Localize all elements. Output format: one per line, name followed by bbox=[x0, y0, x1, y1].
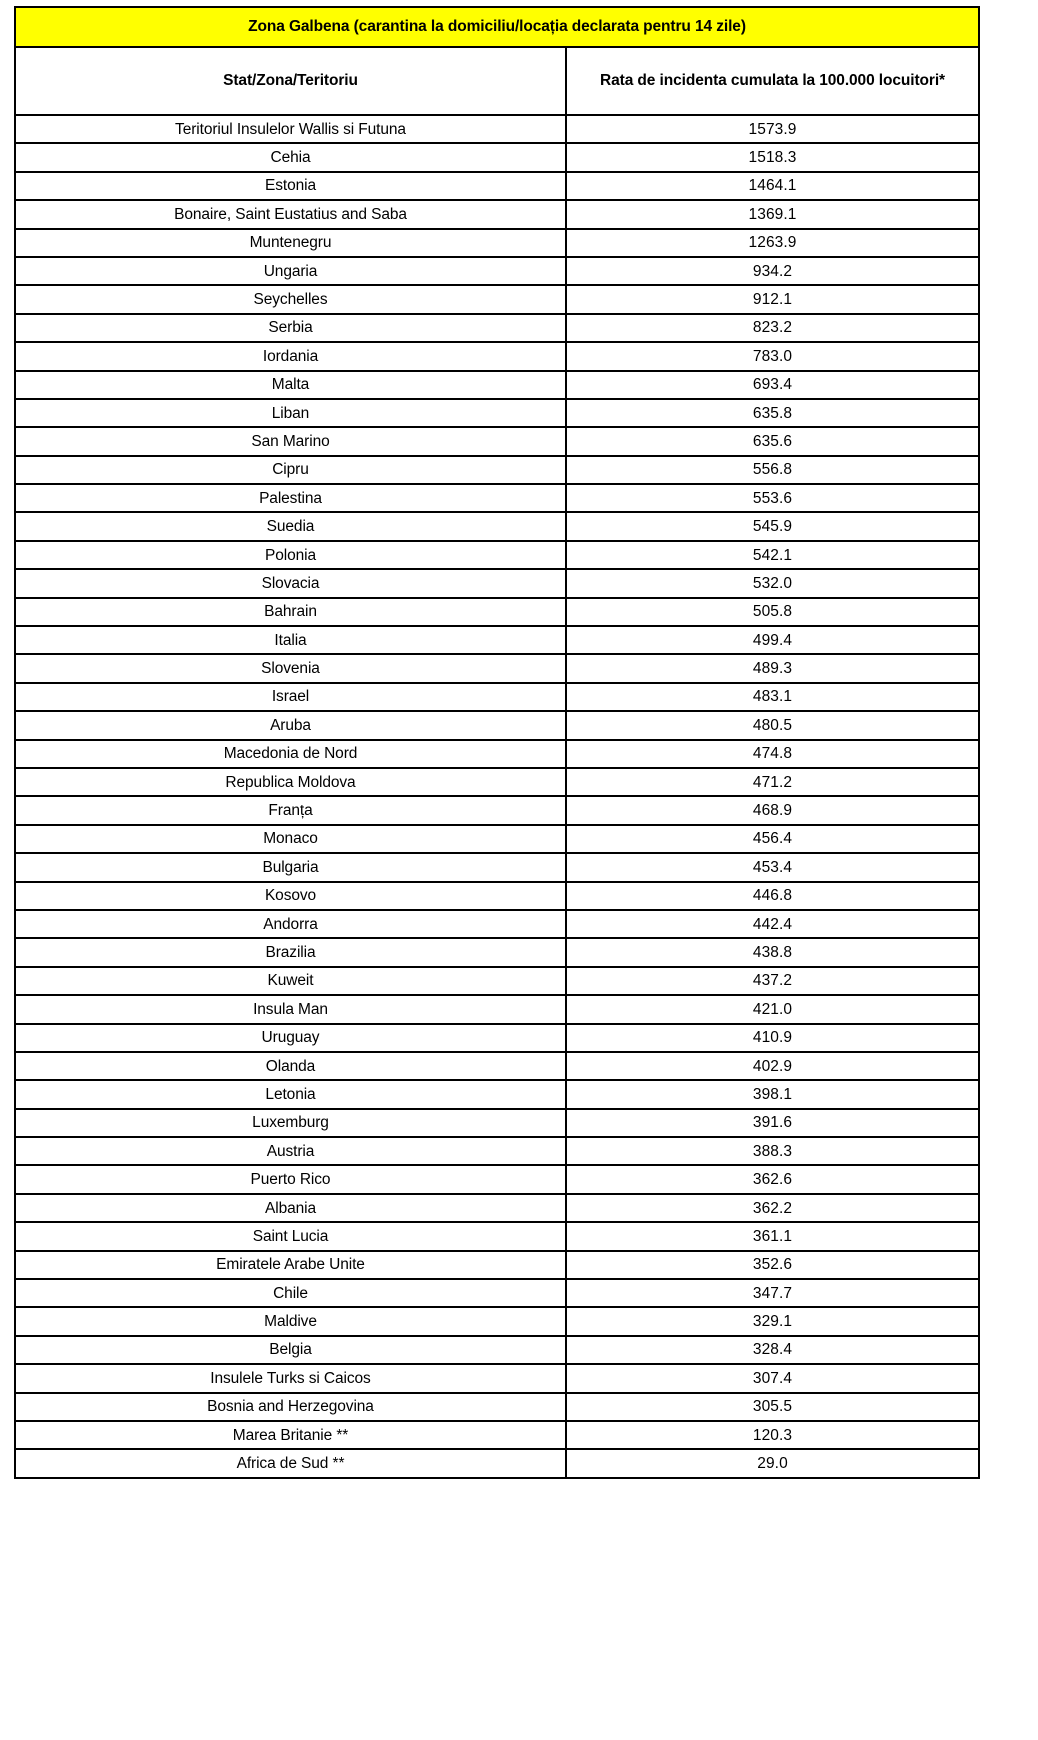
row-incidence-value: 1518.3 bbox=[566, 143, 979, 171]
table-row bbox=[15, 1137, 979, 1165]
row-territory-name: Cipru bbox=[15, 456, 566, 484]
table-row bbox=[15, 1251, 979, 1279]
row-territory-name: Monaco bbox=[15, 825, 566, 853]
table-row bbox=[15, 456, 979, 484]
row-territory-name: Polonia bbox=[15, 541, 566, 569]
row-territory-name: Italia bbox=[15, 626, 566, 654]
row-incidence-value: 421.0 bbox=[566, 995, 979, 1023]
row-incidence-value: 505.8 bbox=[566, 598, 979, 626]
table-row bbox=[15, 541, 979, 569]
row-territory-name: Teritoriul Insulelor Wallis si Futuna bbox=[15, 115, 566, 143]
row-incidence-value: 532.0 bbox=[566, 569, 979, 597]
row-incidence-value: 468.9 bbox=[566, 796, 979, 824]
row-incidence-value: 553.6 bbox=[566, 484, 979, 512]
table-row bbox=[15, 683, 979, 711]
table-row bbox=[15, 910, 979, 938]
table-row bbox=[15, 1421, 979, 1449]
row-incidence-value: 635.6 bbox=[566, 427, 979, 455]
table-header-row bbox=[15, 47, 979, 115]
row-territory-name: San Marino bbox=[15, 427, 566, 455]
table-row bbox=[15, 427, 979, 455]
row-incidence-value: 388.3 bbox=[566, 1137, 979, 1165]
row-incidence-value: 438.8 bbox=[566, 938, 979, 966]
yellow-zone-table bbox=[14, 6, 980, 1479]
row-territory-name: Saint Lucia bbox=[15, 1222, 566, 1250]
table-row bbox=[15, 938, 979, 966]
table-row bbox=[15, 1024, 979, 1052]
table-row bbox=[15, 711, 979, 739]
table-row bbox=[15, 143, 979, 171]
row-territory-name: Macedonia de Nord bbox=[15, 740, 566, 768]
row-territory-name: Aruba bbox=[15, 711, 566, 739]
row-territory-name: Andorra bbox=[15, 910, 566, 938]
row-territory-name: Belgia bbox=[15, 1336, 566, 1364]
row-territory-name: Letonia bbox=[15, 1080, 566, 1108]
table-row bbox=[15, 825, 979, 853]
row-territory-name: Insulele Turks si Caicos bbox=[15, 1364, 566, 1392]
table-row bbox=[15, 1194, 979, 1222]
row-territory-name: Serbia bbox=[15, 314, 566, 342]
table-body bbox=[15, 7, 979, 1478]
row-incidence-value: 1464.1 bbox=[566, 172, 979, 200]
table-row bbox=[15, 853, 979, 881]
row-incidence-value: 442.4 bbox=[566, 910, 979, 938]
table-row bbox=[15, 740, 979, 768]
row-territory-name: Muntenegru bbox=[15, 229, 566, 257]
row-incidence-value: 362.2 bbox=[566, 1194, 979, 1222]
table-row bbox=[15, 1364, 979, 1392]
row-incidence-value: 437.2 bbox=[566, 967, 979, 995]
row-territory-name: Estonia bbox=[15, 172, 566, 200]
row-incidence-value: 446.8 bbox=[566, 882, 979, 910]
row-territory-name: Slovacia bbox=[15, 569, 566, 597]
table-banner-row bbox=[15, 7, 979, 47]
row-incidence-value: 305.5 bbox=[566, 1393, 979, 1421]
row-territory-name: Suedia bbox=[15, 512, 566, 540]
row-territory-name: Franța bbox=[15, 796, 566, 824]
table-row bbox=[15, 172, 979, 200]
row-incidence-value: 823.2 bbox=[566, 314, 979, 342]
row-territory-name: Kosovo bbox=[15, 882, 566, 910]
table-row bbox=[15, 484, 979, 512]
row-incidence-value: 410.9 bbox=[566, 1024, 979, 1052]
row-territory-name: Republica Moldova bbox=[15, 768, 566, 796]
table-row bbox=[15, 1080, 979, 1108]
row-territory-name: Africa de Sud ** bbox=[15, 1449, 566, 1477]
row-incidence-value: 328.4 bbox=[566, 1336, 979, 1364]
row-incidence-value: 912.1 bbox=[566, 285, 979, 313]
table-row bbox=[15, 768, 979, 796]
row-territory-name: Kuweit bbox=[15, 967, 566, 995]
row-incidence-value: 361.1 bbox=[566, 1222, 979, 1250]
row-territory-name: Austria bbox=[15, 1137, 566, 1165]
row-territory-name: Bahrain bbox=[15, 598, 566, 626]
row-territory-name: Cehia bbox=[15, 143, 566, 171]
table-row bbox=[15, 882, 979, 910]
row-incidence-value: 489.3 bbox=[566, 654, 979, 682]
row-incidence-value: 934.2 bbox=[566, 257, 979, 285]
row-territory-name: Luxemburg bbox=[15, 1109, 566, 1137]
row-incidence-value: 783.0 bbox=[566, 342, 979, 370]
row-incidence-value: 471.2 bbox=[566, 768, 979, 796]
row-territory-name: Uruguay bbox=[15, 1024, 566, 1052]
row-incidence-value: 362.6 bbox=[566, 1165, 979, 1193]
row-incidence-value: 556.8 bbox=[566, 456, 979, 484]
table-row bbox=[15, 115, 979, 143]
table-row bbox=[15, 371, 979, 399]
table-row bbox=[15, 342, 979, 370]
row-incidence-value: 542.1 bbox=[566, 541, 979, 569]
table-row bbox=[15, 1052, 979, 1080]
row-territory-name: Puerto Rico bbox=[15, 1165, 566, 1193]
row-territory-name: Emiratele Arabe Unite bbox=[15, 1251, 566, 1279]
row-territory-name: Maldive bbox=[15, 1307, 566, 1335]
row-territory-name: Iordania bbox=[15, 342, 566, 370]
row-incidence-value: 635.8 bbox=[566, 399, 979, 427]
column-header-name: Stat/Zona/Teritoriu bbox=[15, 47, 566, 115]
row-incidence-value: 120.3 bbox=[566, 1421, 979, 1449]
row-territory-name: Liban bbox=[15, 399, 566, 427]
row-territory-name: Olanda bbox=[15, 1052, 566, 1080]
table-row bbox=[15, 200, 979, 228]
row-incidence-value: 693.4 bbox=[566, 371, 979, 399]
table-row bbox=[15, 569, 979, 597]
row-territory-name: Israel bbox=[15, 683, 566, 711]
row-incidence-value: 1263.9 bbox=[566, 229, 979, 257]
row-territory-name: Bonaire, Saint Eustatius and Saba bbox=[15, 200, 566, 228]
table-row bbox=[15, 399, 979, 427]
row-territory-name: Malta bbox=[15, 371, 566, 399]
row-incidence-value: 453.4 bbox=[566, 853, 979, 881]
row-incidence-value: 474.8 bbox=[566, 740, 979, 768]
row-territory-name: Brazilia bbox=[15, 938, 566, 966]
row-incidence-value: 29.0 bbox=[566, 1449, 979, 1477]
table-row bbox=[15, 967, 979, 995]
row-incidence-value: 352.6 bbox=[566, 1251, 979, 1279]
row-territory-name: Seychelles bbox=[15, 285, 566, 313]
table-row bbox=[15, 995, 979, 1023]
table-row bbox=[15, 314, 979, 342]
row-territory-name: Albania bbox=[15, 1194, 566, 1222]
table-row bbox=[15, 1279, 979, 1307]
table-row bbox=[15, 598, 979, 626]
table-row bbox=[15, 1336, 979, 1364]
row-territory-name: Insula Man bbox=[15, 995, 566, 1023]
table-row bbox=[15, 285, 979, 313]
row-incidence-value: 307.4 bbox=[566, 1364, 979, 1392]
row-territory-name: Bulgaria bbox=[15, 853, 566, 881]
row-incidence-value: 499.4 bbox=[566, 626, 979, 654]
table-banner-title: Zona Galbena (carantina la domiciliu/locația declarata pentru 14 zile) bbox=[15, 7, 979, 47]
table-row bbox=[15, 626, 979, 654]
row-territory-name: Marea Britanie ** bbox=[15, 1421, 566, 1449]
table-row bbox=[15, 654, 979, 682]
table-row bbox=[15, 229, 979, 257]
row-incidence-value: 483.1 bbox=[566, 683, 979, 711]
row-incidence-value: 1369.1 bbox=[566, 200, 979, 228]
column-header-incidence-rate: Rata de incidenta cumulata la 100.000 locuitori* bbox=[566, 47, 979, 115]
table-row bbox=[15, 257, 979, 285]
row-territory-name: Chile bbox=[15, 1279, 566, 1307]
table-row bbox=[15, 1109, 979, 1137]
row-incidence-value: 329.1 bbox=[566, 1307, 979, 1335]
table-row bbox=[15, 796, 979, 824]
row-territory-name: Slovenia bbox=[15, 654, 566, 682]
table-row bbox=[15, 1307, 979, 1335]
row-territory-name: Ungaria bbox=[15, 257, 566, 285]
row-incidence-value: 480.5 bbox=[566, 711, 979, 739]
table-row bbox=[15, 1222, 979, 1250]
table-row bbox=[15, 1165, 979, 1193]
row-incidence-value: 398.1 bbox=[566, 1080, 979, 1108]
row-incidence-value: 456.4 bbox=[566, 825, 979, 853]
row-incidence-value: 402.9 bbox=[566, 1052, 979, 1080]
row-territory-name: Bosnia and Herzegovina bbox=[15, 1393, 566, 1421]
row-incidence-value: 391.6 bbox=[566, 1109, 979, 1137]
row-territory-name: Palestina bbox=[15, 484, 566, 512]
table-row bbox=[15, 1393, 979, 1421]
row-incidence-value: 545.9 bbox=[566, 512, 979, 540]
table-row bbox=[15, 1449, 979, 1477]
row-incidence-value: 347.7 bbox=[566, 1279, 979, 1307]
table-row bbox=[15, 512, 979, 540]
row-incidence-value: 1573.9 bbox=[566, 115, 979, 143]
